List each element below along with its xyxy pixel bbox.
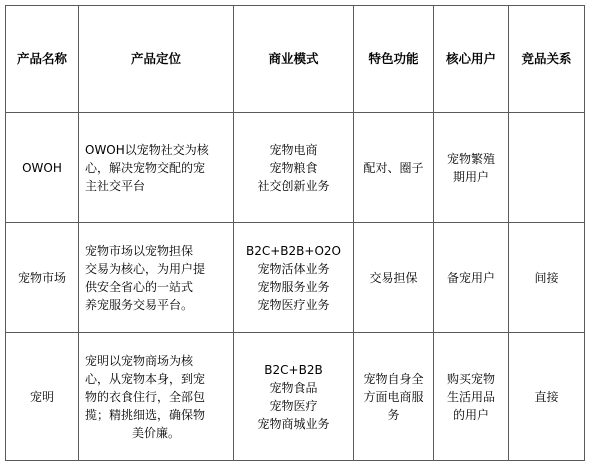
cell-competitor-relation [509,113,585,223]
text-line: 宠物繁殖 [446,151,495,166]
text-line: 宠物电商 [269,142,318,157]
text-line: 心，解决宠物交配的宠 [85,160,206,175]
cell-core-users [434,113,509,223]
header-product-name: 产品名称 [6,6,79,113]
text-line: 宠物活体业务 [257,261,330,276]
text-line: 宠物粮食 [269,160,318,175]
cell-product-name: OWOH [6,113,79,223]
cell-competitor-relation [509,333,585,461]
text-line: OWOH以宠物社交为核 [85,142,209,157]
text-line: 宠物自身全 [363,371,424,386]
text-line: 宠物食品 [269,380,318,395]
header-positioning: 产品定位 [79,6,234,113]
text-line: 交易为核心，为用户提 [85,261,206,276]
text-line: 物的衣食住行，全部包 [85,389,206,404]
text-line: 的用户 [452,407,489,422]
table-row [6,333,585,461]
competitor-comparison-table [5,5,585,461]
header-row [6,6,585,113]
cell-business-model [234,223,354,333]
cell-product-name: 宠物市场 [6,223,79,333]
text-line: 宠物医疗 [269,398,318,413]
table-row [6,113,585,223]
header-competitor-relation: 竞品关系 [509,6,585,113]
text-line: 购买宠物 [446,371,495,386]
text-line: 宠物市场以宠物担保 [85,243,194,258]
text-line: 社交创新业务 [257,178,330,193]
cell-positioning [79,113,234,223]
cell-business-model [234,333,354,461]
text-line: 配对、圈子 [363,160,424,175]
text-line: 间接 [534,270,559,285]
text-line: 宠物医疗业务 [257,297,330,312]
table-row [6,223,585,333]
text-line: 务 [387,407,400,422]
text-line: 美价廉。 [131,425,180,440]
text-line: 直接 [534,389,559,404]
cell-core-users [434,223,509,333]
text-line: 揽；精挑细选，确保物 [85,407,206,422]
text-line: 期用户 [452,169,489,184]
cell-positioning [79,223,234,333]
text-line: B2C+B2B+O2O [246,243,341,258]
text-line: B2C+B2B [264,362,323,377]
text-line: 宠明以宠物商场为核 [85,353,194,368]
text-line: 交易担保 [369,270,418,285]
cell-features [354,333,434,461]
cell-competitor-relation [509,223,585,333]
text-line: 供安全省心的一站式 [85,279,194,294]
text-line: 方面电商服 [363,389,424,404]
text-line: 宠物服务业务 [257,279,330,294]
text-line: 宠物商城业务 [257,416,330,431]
text-line: 生活用品 [446,389,495,404]
text-line: 备宠用户 [446,270,495,285]
header-features: 特色功能 [354,6,434,113]
text-line: 养宠服务交易平台。 [85,297,194,312]
cell-core-users [434,333,509,461]
cell-product-name: 宠明 [6,333,79,461]
cell-positioning [79,333,234,461]
cell-features [354,113,434,223]
cell-business-model [234,113,354,223]
cell-features [354,223,434,333]
header-core-users: 核心用户 [434,6,509,113]
text-line: 主社交平台 [85,178,146,193]
text-line: 心，从宠物本身，到宠 [85,371,206,386]
header-business-model: 商业模式 [234,6,354,113]
